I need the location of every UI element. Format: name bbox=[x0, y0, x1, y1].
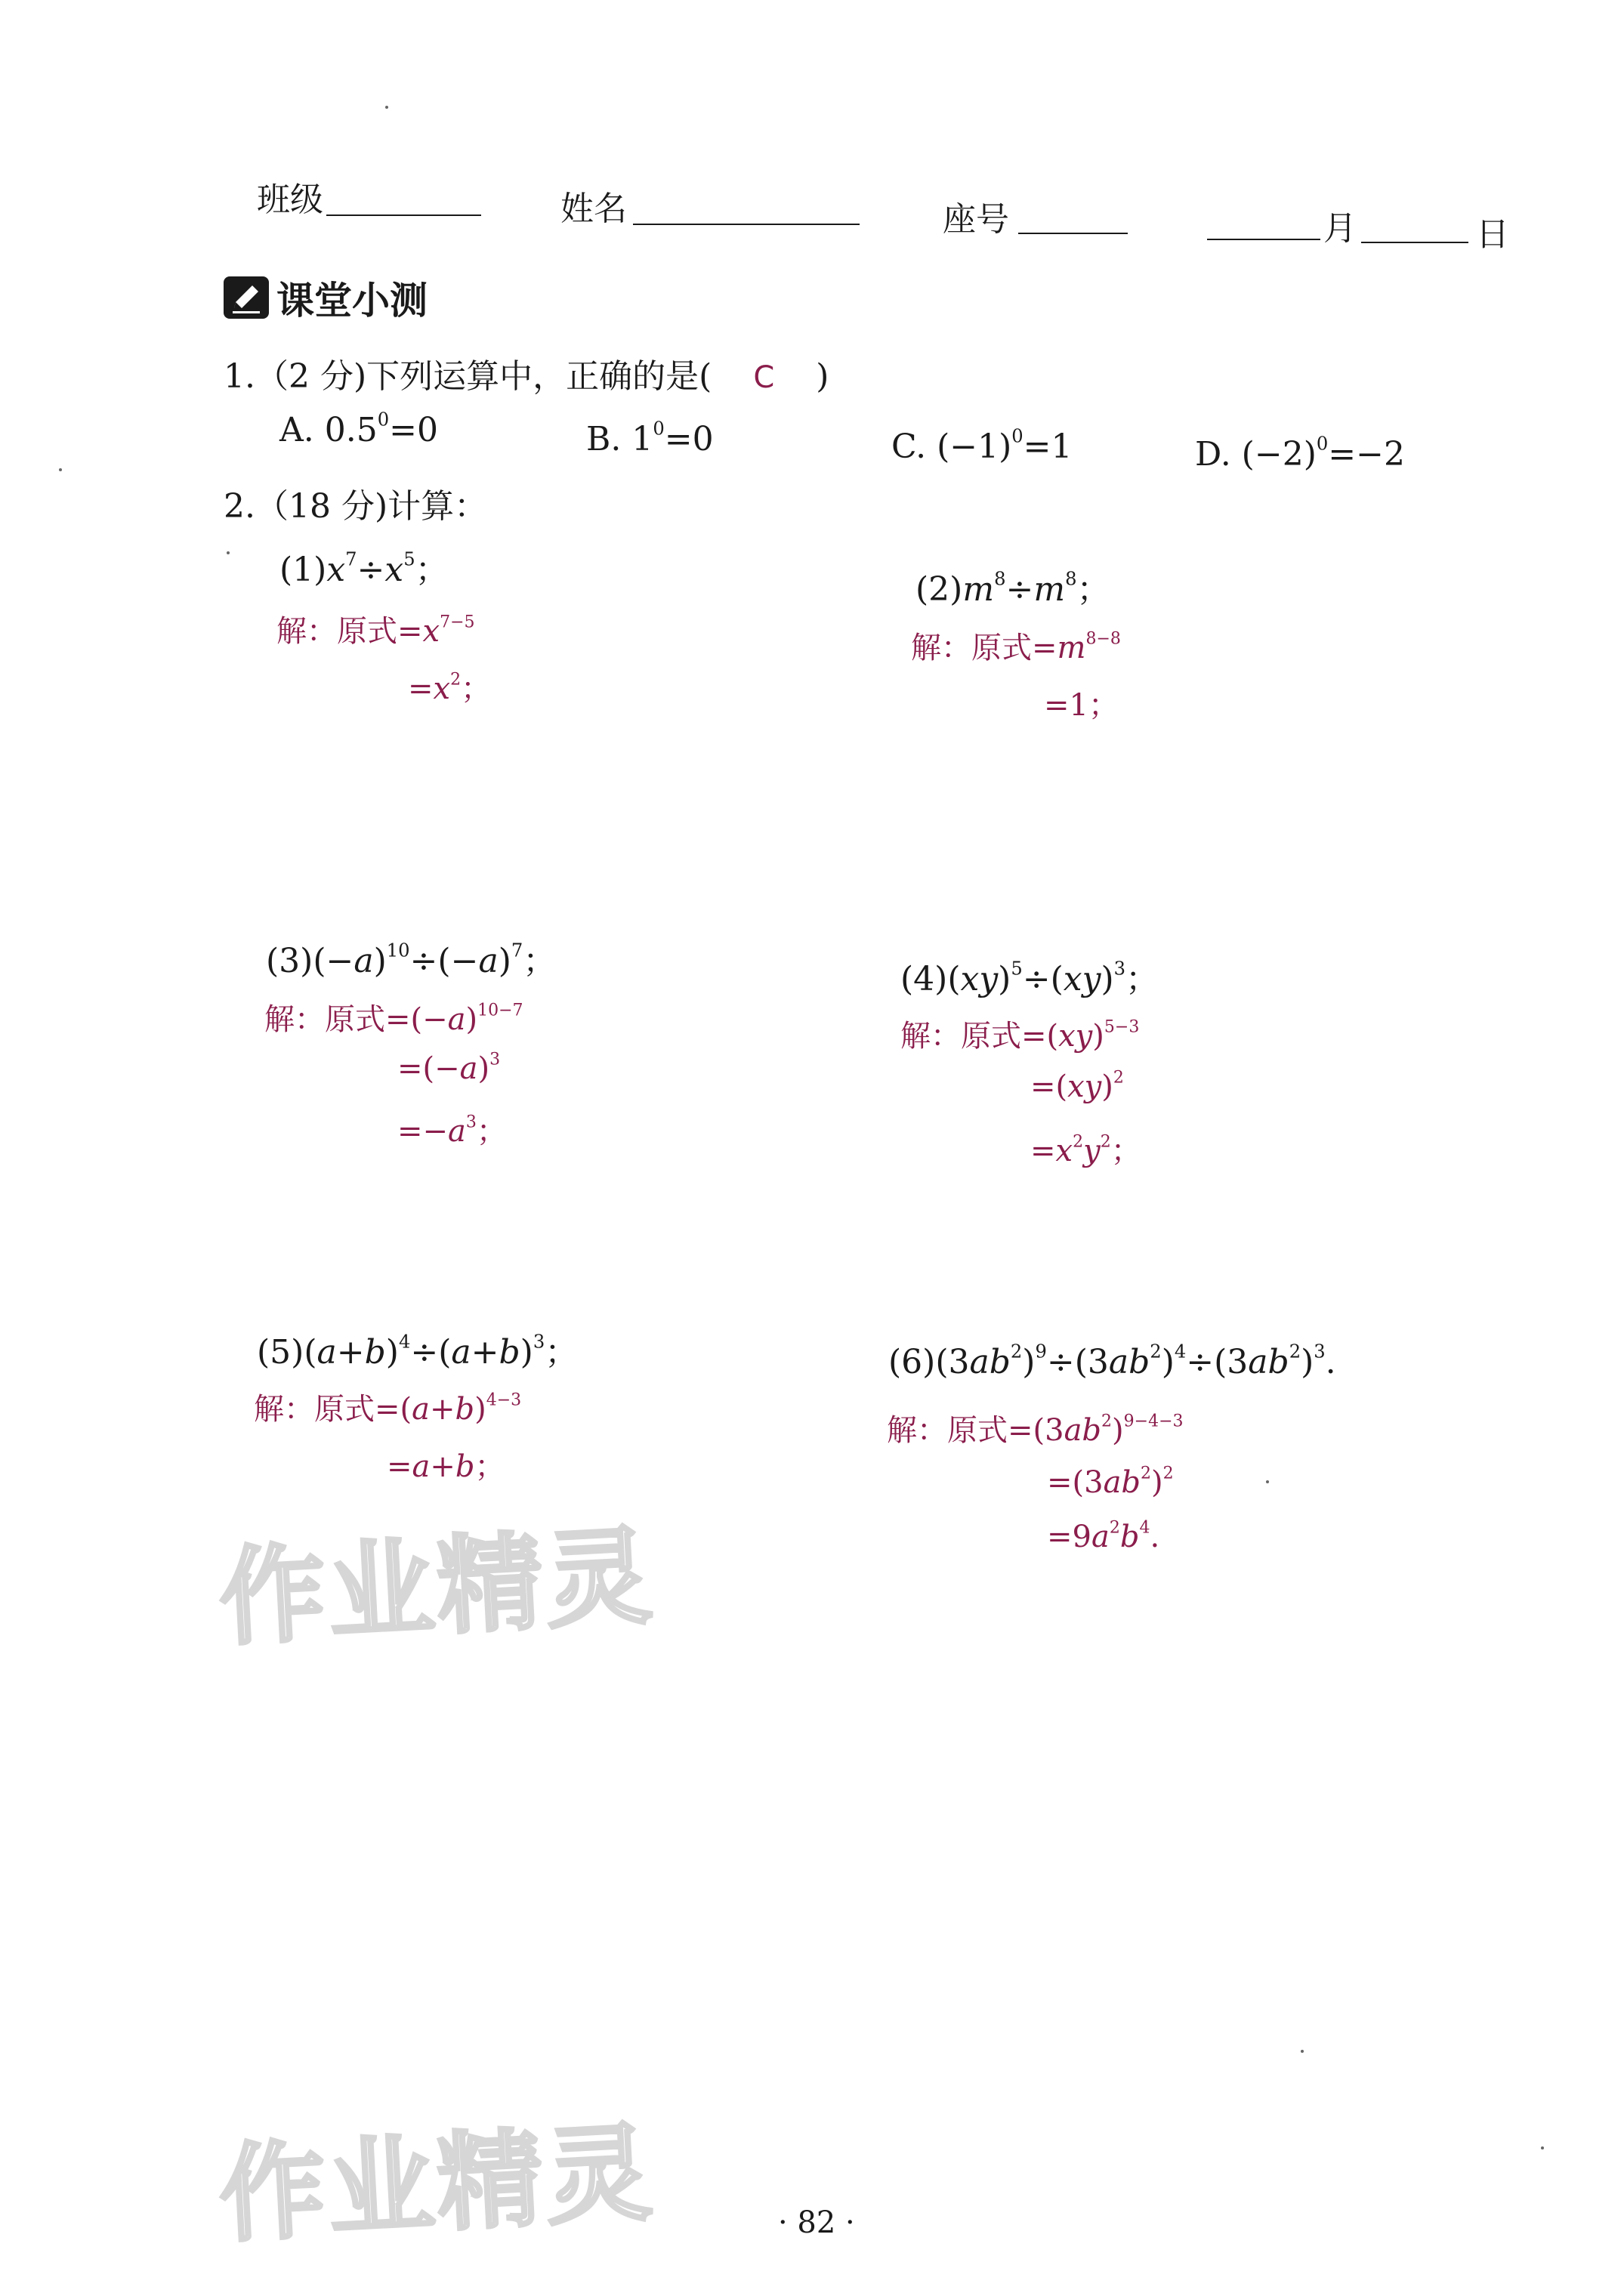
solve-label: 解：原式 bbox=[264, 1002, 385, 1037]
q2-part6-step1: $=(3ab^2)^2$ bbox=[1047, 1464, 1174, 1500]
option-c-rest: =1 bbox=[1023, 427, 1073, 466]
q2-part3-step2: $=-a^3$； bbox=[397, 1113, 507, 1149]
page-number: · 82 · bbox=[778, 2205, 855, 2240]
scan-speck bbox=[1266, 1480, 1269, 1483]
watermark: 作业精灵 bbox=[216, 1515, 658, 1661]
q1-option-b bbox=[586, 420, 714, 458]
q2-part3-step1: $=(-a)^3$ bbox=[397, 1050, 501, 1086]
q1-close: ) bbox=[816, 357, 829, 396]
scan-speck bbox=[1541, 2146, 1544, 2149]
option-d-rest: =−2 bbox=[1328, 435, 1405, 474]
q2-part2: $(2)m^8\div m^8$； bbox=[915, 568, 1110, 609]
q1-stem-text: 1.（2 分)下列运算中，正确的是( bbox=[224, 357, 712, 396]
section-title: 课堂小测 bbox=[276, 279, 428, 322]
solve-label: 解：原式 bbox=[254, 1392, 375, 1427]
option-d-text: D. (−2) bbox=[1195, 435, 1317, 474]
q2-part1: $(1)x^7\div x^5$； bbox=[279, 548, 449, 589]
q1-option-a bbox=[279, 411, 438, 449]
option-b-rest: =0 bbox=[664, 420, 714, 458]
q2-part2-step: =1； bbox=[1044, 688, 1119, 723]
q2-part6-solution: 解：原式$=(3ab^2)^{9-4-3}$ bbox=[887, 1412, 1184, 1448]
option-a-exp: 0 bbox=[377, 409, 390, 430]
seat-label: 座号 bbox=[943, 200, 1009, 239]
scan-speck bbox=[1301, 2050, 1304, 2053]
option-d-exp: 0 bbox=[1316, 433, 1329, 455]
option-b-exp: 0 bbox=[653, 418, 665, 440]
seat-blank[interactable] bbox=[1018, 233, 1128, 234]
option-a-text: A. 0.5 bbox=[279, 411, 378, 449]
pencil-icon bbox=[224, 276, 269, 319]
q2-part1-step: $=x^2$； bbox=[408, 670, 492, 706]
month-label: 月 bbox=[1323, 209, 1357, 248]
month-blank[interactable] bbox=[1207, 239, 1320, 240]
day-label: 日 bbox=[1476, 215, 1509, 254]
solve-label: 解：原式 bbox=[900, 1019, 1021, 1054]
watermark: 作业精灵 bbox=[216, 2112, 658, 2257]
q2-part5-step: =a+b； bbox=[387, 1449, 505, 1484]
class-label: 班级 bbox=[257, 181, 323, 219]
solve-label: 解：原式 bbox=[911, 631, 1032, 665]
q2-part4-solution: 解：原式=(xy)$^{5-3}$ bbox=[900, 1017, 1140, 1054]
name-blank[interactable] bbox=[633, 224, 860, 225]
q1-option-c bbox=[891, 427, 1073, 466]
day-blank[interactable] bbox=[1361, 242, 1468, 243]
q2-part3-solution: 解：原式$=(-a)^{10-7}$ bbox=[264, 1001, 523, 1037]
class-blank[interactable] bbox=[326, 214, 481, 216]
q2-part5-solution: 解：原式$=(a+b)^{4-3}$ bbox=[254, 1390, 522, 1427]
solve-label: 解：原式 bbox=[276, 614, 397, 649]
solve-label: 解：原式 bbox=[887, 1413, 1008, 1448]
section-header bbox=[224, 270, 428, 325]
q2-part1-solution: 解：原式$=x^{7-5}$ bbox=[276, 613, 475, 649]
scan-speck bbox=[59, 468, 62, 471]
q2-part2-solution: 解：原式$=m^{8-8}$ bbox=[911, 629, 1121, 665]
scan-speck bbox=[227, 551, 230, 554]
q2-part5: $(5)(a+b)^4\div(a+b)^3$； bbox=[257, 1331, 579, 1372]
q2-part4: (4)(xy)$^5$÷(xy)$^3$； bbox=[900, 958, 1159, 998]
option-c-exp: 0 bbox=[1011, 425, 1023, 447]
option-a-rest: =0 bbox=[389, 411, 438, 449]
q2-part6: $(6)(3ab^2)^9\div(3ab^2)^4\div(3ab^2)^3$. bbox=[888, 1341, 1336, 1381]
q1-answer: C bbox=[753, 360, 775, 395]
option-c-text: C. (−1) bbox=[891, 427, 1012, 466]
name-label: 姓名 bbox=[560, 190, 627, 228]
q2-part4-step2: $=x^2y^2$； bbox=[1030, 1132, 1141, 1168]
q2-part6-step2: $=9a^2b^4$. bbox=[1047, 1518, 1160, 1554]
q2-stem: 2.（18 分)计算： bbox=[224, 487, 488, 526]
q2-part4-step1: =(xy)$^2$ bbox=[1030, 1068, 1124, 1104]
scan-speck bbox=[385, 106, 388, 109]
q1-stem bbox=[224, 349, 829, 397]
q2-part3: $(3)(-a)^{10}\div(-a)^7$； bbox=[266, 940, 557, 980]
q1-option-d bbox=[1195, 435, 1405, 474]
option-b-text: B. 1 bbox=[586, 420, 653, 458]
